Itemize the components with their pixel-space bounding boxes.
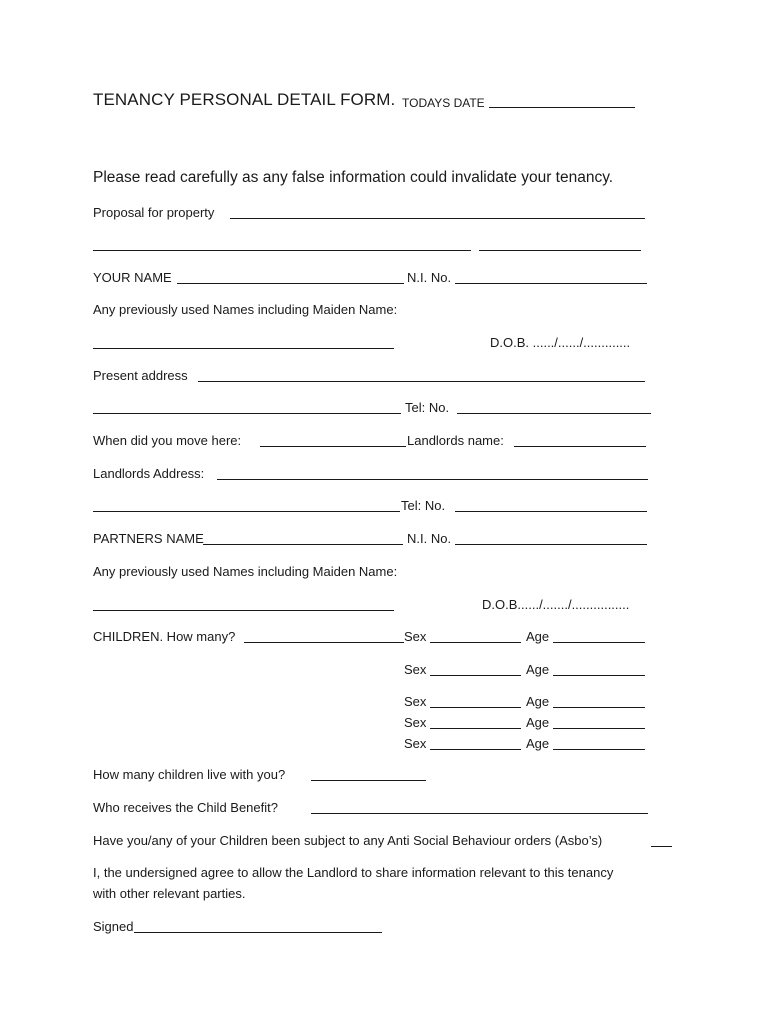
child-1-age-label: Age (526, 629, 550, 644)
child-4-sex-label: Sex (404, 715, 427, 730)
child-1-sex-label: Sex (404, 629, 427, 644)
proposal-field-line2[interactable] (93, 250, 471, 251)
children-how-many-label: CHILDREN. How many? (93, 629, 236, 644)
child-4-age-field[interactable] (553, 728, 645, 729)
child-2-age-field[interactable] (553, 675, 645, 676)
your-name-label: YOUR NAME (93, 270, 172, 285)
children-live-with-field[interactable] (311, 780, 426, 781)
partner-previous-names-label: Any previously used Names including Maiden Name: (93, 564, 398, 579)
partners-name-label: PARTNERS NAME (93, 531, 204, 546)
your-name-field[interactable] (177, 283, 404, 284)
partner-previous-names-field[interactable] (93, 610, 394, 611)
present-address-label: Present address (93, 368, 188, 383)
child-1-age-field[interactable] (553, 642, 645, 643)
previous-names-label: Any previously used Names including Maiden Name: (93, 302, 398, 317)
intro-warning: Please read carefully as any false information could invalidate your tenancy. (93, 169, 614, 186)
landlords-name-label: Landlords name: (407, 433, 504, 448)
child-5-age-field[interactable] (553, 749, 645, 750)
landlords-address-field-line2[interactable] (93, 511, 400, 512)
partners-name-field[interactable] (203, 544, 403, 545)
child-5-sex-label: Sex (404, 736, 427, 751)
landlords-name-field[interactable] (514, 446, 646, 447)
asbo-answer-field[interactable] (651, 846, 672, 847)
partner-dob-field[interactable]: D.O.B....../......./................ (482, 597, 630, 612)
moved-here-field[interactable] (260, 446, 406, 447)
moved-here-label: When did you move here: (93, 433, 242, 448)
children-live-with-label: How many children live with you? (93, 767, 286, 782)
present-address-field-line2[interactable] (93, 413, 401, 414)
signature-field[interactable] (134, 932, 382, 933)
child-benefit-field[interactable] (311, 813, 648, 814)
ni-no-field[interactable] (455, 283, 647, 284)
consent-line-1: I, the undersigned agree to allow the Landlord to share information relevant to this tenancy (93, 865, 614, 880)
signed-label: Signed (93, 919, 134, 934)
todays-date-label: TODAYS DATE (402, 96, 485, 110)
tel-label: Tel: No. (405, 400, 450, 415)
asbo-question: Have you/any of your Children been subject to any Anti Social Behaviour orders (Asbo’s) (93, 833, 603, 848)
child-5-age-label: Age (526, 736, 550, 751)
landlord-tel-field[interactable] (455, 511, 647, 512)
proposal-field[interactable] (230, 218, 645, 219)
form-title: TENANCY PERSONAL DETAIL FORM. (93, 90, 396, 109)
children-how-many-field[interactable] (244, 642, 404, 643)
child-2-age-label: Age (526, 662, 550, 677)
child-5-sex-field[interactable] (430, 749, 521, 750)
child-2-sex-field[interactable] (430, 675, 521, 676)
proposal-field-line2b[interactable] (479, 250, 641, 251)
todays-date-field[interactable] (489, 107, 635, 108)
child-1-sex-field[interactable] (430, 642, 521, 643)
partner-ni-no-label: N.I. No. (407, 531, 452, 546)
child-benefit-label: Who receives the Child Benefit? (93, 800, 278, 815)
child-3-age-label: Age (526, 694, 550, 709)
previous-names-field[interactable] (93, 348, 394, 349)
child-4-age-label: Age (526, 715, 550, 730)
ni-no-label: N.I. No. (407, 270, 452, 285)
child-3-age-field[interactable] (553, 707, 645, 708)
consent-line-2: with other relevant parties. (93, 886, 246, 901)
tel-field[interactable] (457, 413, 651, 414)
child-3-sex-field[interactable] (430, 707, 521, 708)
child-4-sex-field[interactable] (430, 728, 521, 729)
present-address-field[interactable] (198, 381, 645, 382)
child-2-sex-label: Sex (404, 662, 427, 677)
landlord-tel-label: Tel: No. (401, 498, 446, 513)
proposal-label: Proposal for property (93, 205, 215, 220)
partner-ni-no-field[interactable] (455, 544, 647, 545)
landlords-address-field[interactable] (217, 479, 648, 480)
landlords-address-label: Landlords Address: (93, 466, 205, 481)
child-3-sex-label: Sex (404, 694, 427, 709)
dob-field[interactable]: D.O.B. ....../....../............. (490, 335, 631, 350)
